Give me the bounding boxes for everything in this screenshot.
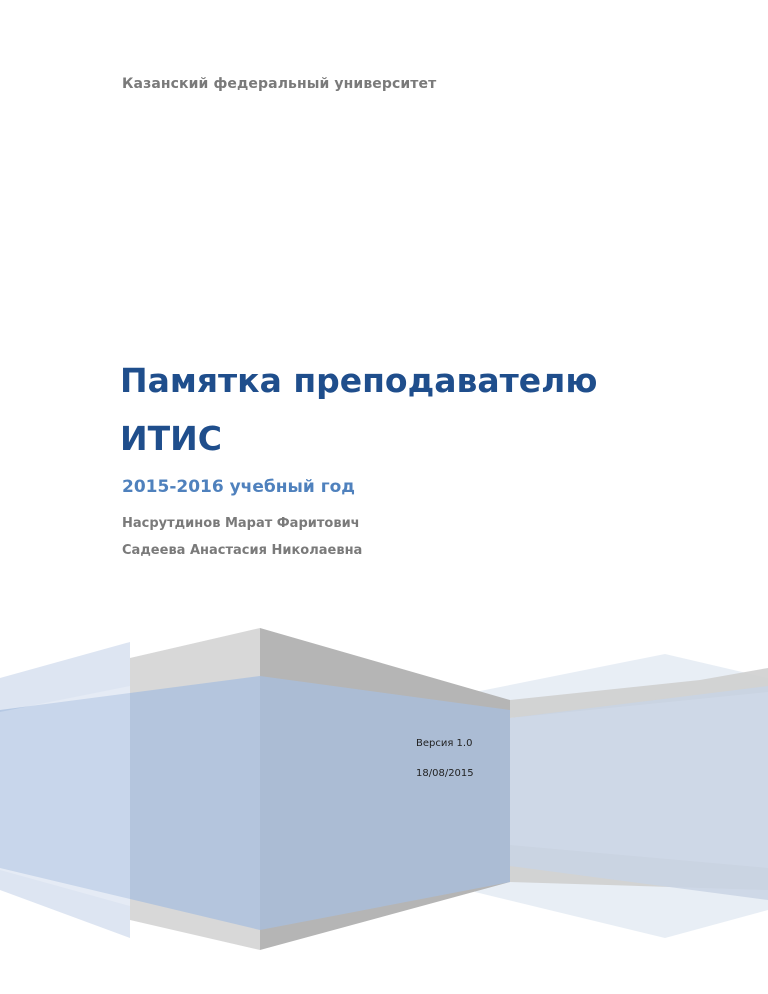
art-panel-right — [510, 686, 768, 900]
date-label: 18/08/2015 — [416, 768, 474, 779]
author-name: Садеева Анастасия Николаевна — [122, 543, 363, 558]
organization-name: Казанский федеральный университет — [122, 76, 437, 92]
document-title — [120, 352, 720, 468]
decorative-cover-art — [0, 620, 768, 950]
art-overlay-left — [0, 686, 130, 906]
title-line-1: Памятка преподавателю — [120, 361, 598, 400]
author-name: Насрутдинов Марат Фаритович — [122, 516, 360, 531]
title-line-2: ИТИС — [120, 419, 222, 458]
version-label: Версия 1.0 — [416, 738, 473, 749]
academic-year-subtitle: 2015-2016 учебный год — [122, 477, 355, 497]
